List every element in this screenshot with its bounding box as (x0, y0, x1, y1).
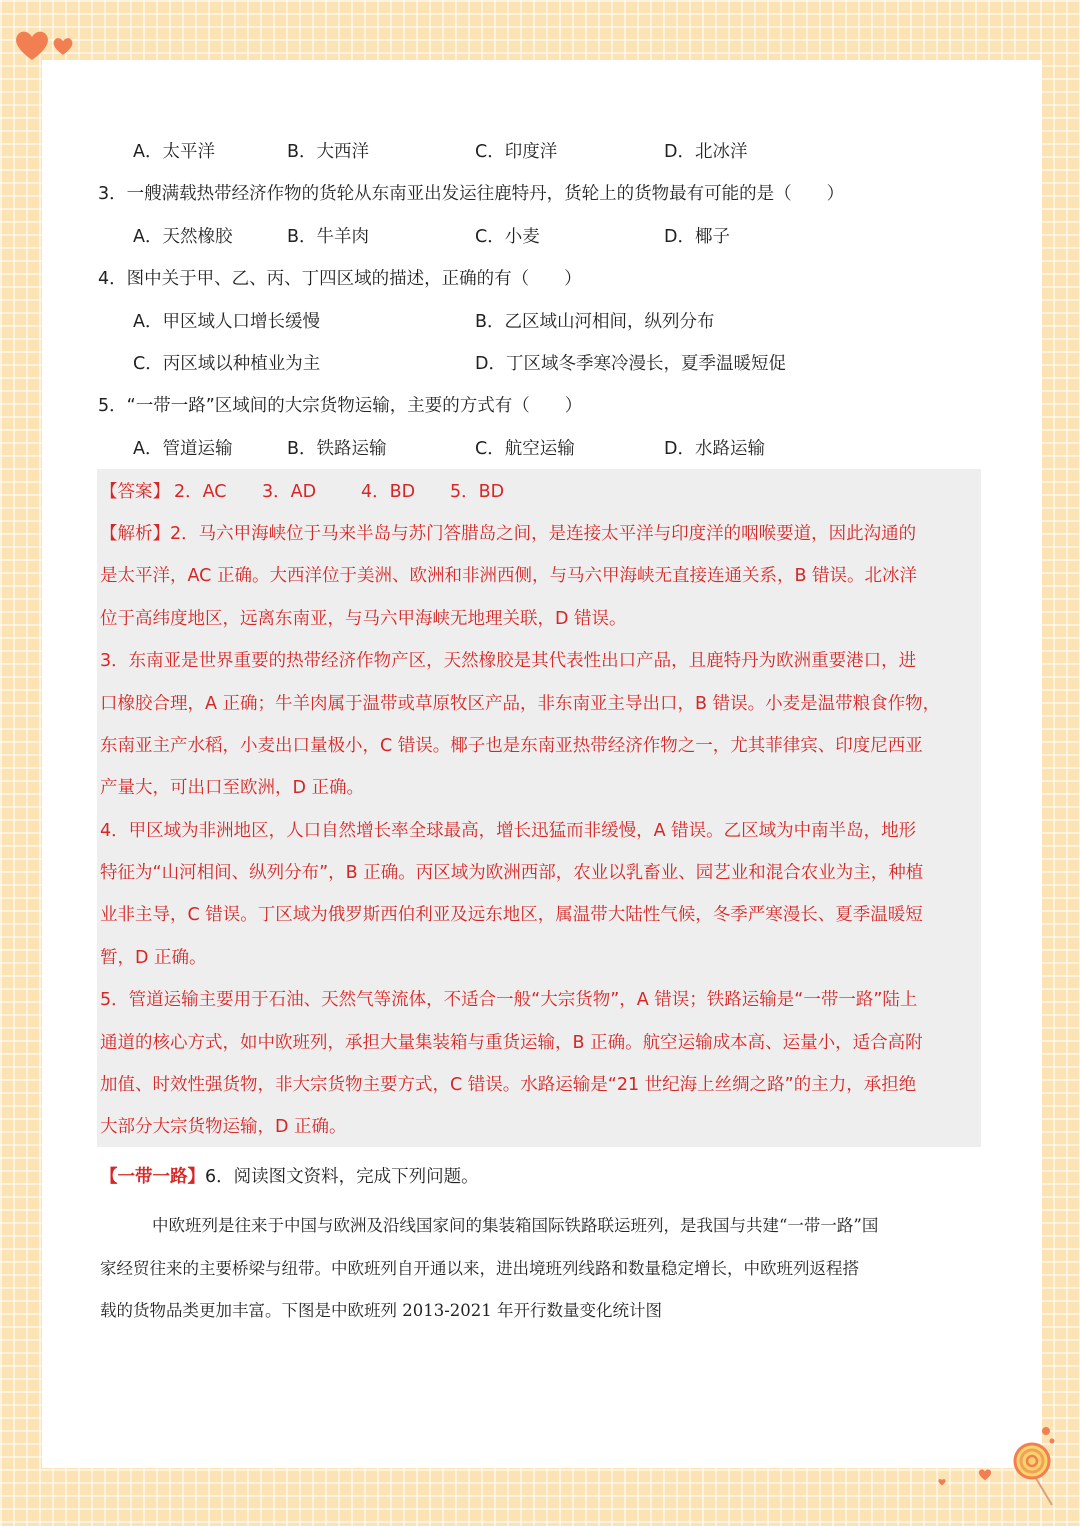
q5-option-c: C．航空运输 (475, 439, 575, 459)
analysis-tag: 【解析】 (100, 524, 170, 544)
q2-option-c: C．印度洋 (475, 142, 558, 162)
answer-item-2: 2．AC (174, 482, 227, 502)
analysis-line-8: 4．甲区域为非洲地区，人口自然增长率全球最高，增长迅猛而非缓慢，A 错误。乙区域为中南半岛，地形 (100, 821, 917, 841)
answer-line (100, 480, 980, 504)
q3-option-a: A．天然橡胶 (133, 227, 233, 247)
q2-option-d: D．北冰洋 (664, 142, 748, 162)
q4-option-b: B．乙区域山河相间，纵列分布 (475, 312, 715, 332)
heart-icon-small (52, 36, 74, 56)
answer-item-3: 3．AD (262, 482, 317, 502)
q2-option-b: B．大西洋 (287, 142, 370, 162)
analysis-line-14: 加值、时效性强货物，非大宗货物主要方式，C 错误。水路运输是“21 世纪海上丝绸之路”的主力，承担绝 (100, 1075, 917, 1095)
q5-option-a: A．管道运输 (133, 439, 233, 459)
analysis-line-13: 通道的核心方式，如中欧班列，承担大量集装箱与重货运输，B 正确。航空运输成本高、运量小，适合高附 (100, 1033, 923, 1053)
heart-icon-bottom-1 (978, 1468, 992, 1481)
q5-option-d: D．水路运输 (664, 439, 765, 459)
q4-option-d: D．丁区域冬季寒冷漫长，夏季温暖短促 (475, 354, 786, 374)
analysis-line-12: 5．管道运输主要用于石油、天然气等流体，不适合一般“大宗货物”，A 错误；铁路运输是“一带一路”陆上 (100, 990, 918, 1010)
analysis-text: 2．马六甲海峡位于马来半岛与苏门答腊岛之间，是连接太平洋与印度洋的咽喉要道，因此沟通的 (170, 524, 917, 544)
q4-option-c: C．丙区域以种植业为主 (133, 354, 321, 374)
analysis-line-6: 东南亚主产水稻，小麦出口量极小，C 错误。椰子也是东南亚热带经济作物之一，尤其菲律宾、印度尼西亚 (100, 736, 923, 756)
q6-passage-line-2: 家经贸往来的主要桥梁与纽带。中欧班列自开通以来，进出境班列线路和数量稳定增长，中欧班列返程搭 (100, 1259, 859, 1278)
q6-passage-line-1: 中欧班列是往来于中国与欧洲及沿线国家间的集装箱国际铁路联运班列，是我国与共建“一带一路”国 (152, 1216, 879, 1235)
analysis-line-4: 3．东南亚是世界重要的热带经济作物产区，天然橡胶是其代表性出口产品，且鹿特丹为欧洲重要港口，进 (100, 651, 917, 671)
analysis-line-5: 口橡胶合理，A 正确；牛羊肉属于温带或草原牧区产品，非东南亚主导出口，B 错误。小麦是温带粮食作物， (100, 694, 941, 714)
q4-option-a: A．甲区域人口增长缓慢 (133, 312, 320, 332)
q6-passage-line-3: 载的货物品类更加丰富。下图是中欧班列 2013-2021 年开行数量变化统计图 (100, 1301, 663, 1320)
q5-stem: 5．“一带一路”区域间的大宗货物运输，主要的方式有（ ） (98, 396, 583, 416)
q2-option-a: A．太平洋 (133, 142, 215, 162)
answer-item-5: 5．BD (450, 482, 505, 502)
q6-stem: 6．阅读图文资料，完成下列问题。 (205, 1167, 479, 1187)
lollipop-icon (1000, 1425, 1070, 1510)
answer-item-4: 4．BD (361, 482, 416, 502)
heart-icon-bottom-2 (938, 1478, 946, 1486)
q3-option-d: D．椰子 (664, 227, 730, 247)
q3-option-b: B．牛羊肉 (287, 227, 370, 247)
q4-stem: 4．图中关于甲、乙、丙、丁四区域的描述，正确的有（ ） (98, 269, 582, 289)
analysis-line-10: 业非主导，C 错误。丁区域为俄罗斯西伯利亚及远东地区，属温带大陆性气候，冬季严寒漫长、夏季温暖短 (100, 905, 923, 925)
analysis-line-9: 特征为“山河相间、纵列分布”，B 正确。丙区域为欧洲西部，农业以乳畜业、园艺业和混合农业为主，种植 (100, 863, 924, 883)
q3-option-c: C．小麦 (475, 227, 540, 247)
analysis-line-7: 产量大，可出口至欧洲，D 正确。 (100, 778, 365, 798)
analysis-line-11: 暂，D 正确。 (100, 948, 207, 968)
analysis-line-15: 大部分大宗货物运输，D 正确。 (100, 1117, 347, 1137)
analysis-line-3: 位于高纬度地区，远离东南亚，与马六甲海峡无地理关联，D 错误。 (100, 609, 627, 629)
q6-heading (100, 1165, 479, 1189)
analysis-line-1 (100, 522, 916, 546)
q6-tag: 【一带一路】 (100, 1167, 205, 1187)
q3-stem: 3．一艘满载热带经济作物的货轮从东南亚出发运往鹿特丹，货轮上的货物最有可能的是（ ） (98, 184, 845, 204)
analysis-line-2: 是太平洋，AC 正确。大西洋位于美洲、欧洲和非洲西侧，与马六甲海峡无直接连通关系，B 错误。北冰洋 (100, 566, 918, 586)
q5-option-b: B．铁路运输 (287, 439, 387, 459)
answer-tag: 【答案】 (100, 482, 170, 502)
heart-icon-large (14, 28, 50, 62)
